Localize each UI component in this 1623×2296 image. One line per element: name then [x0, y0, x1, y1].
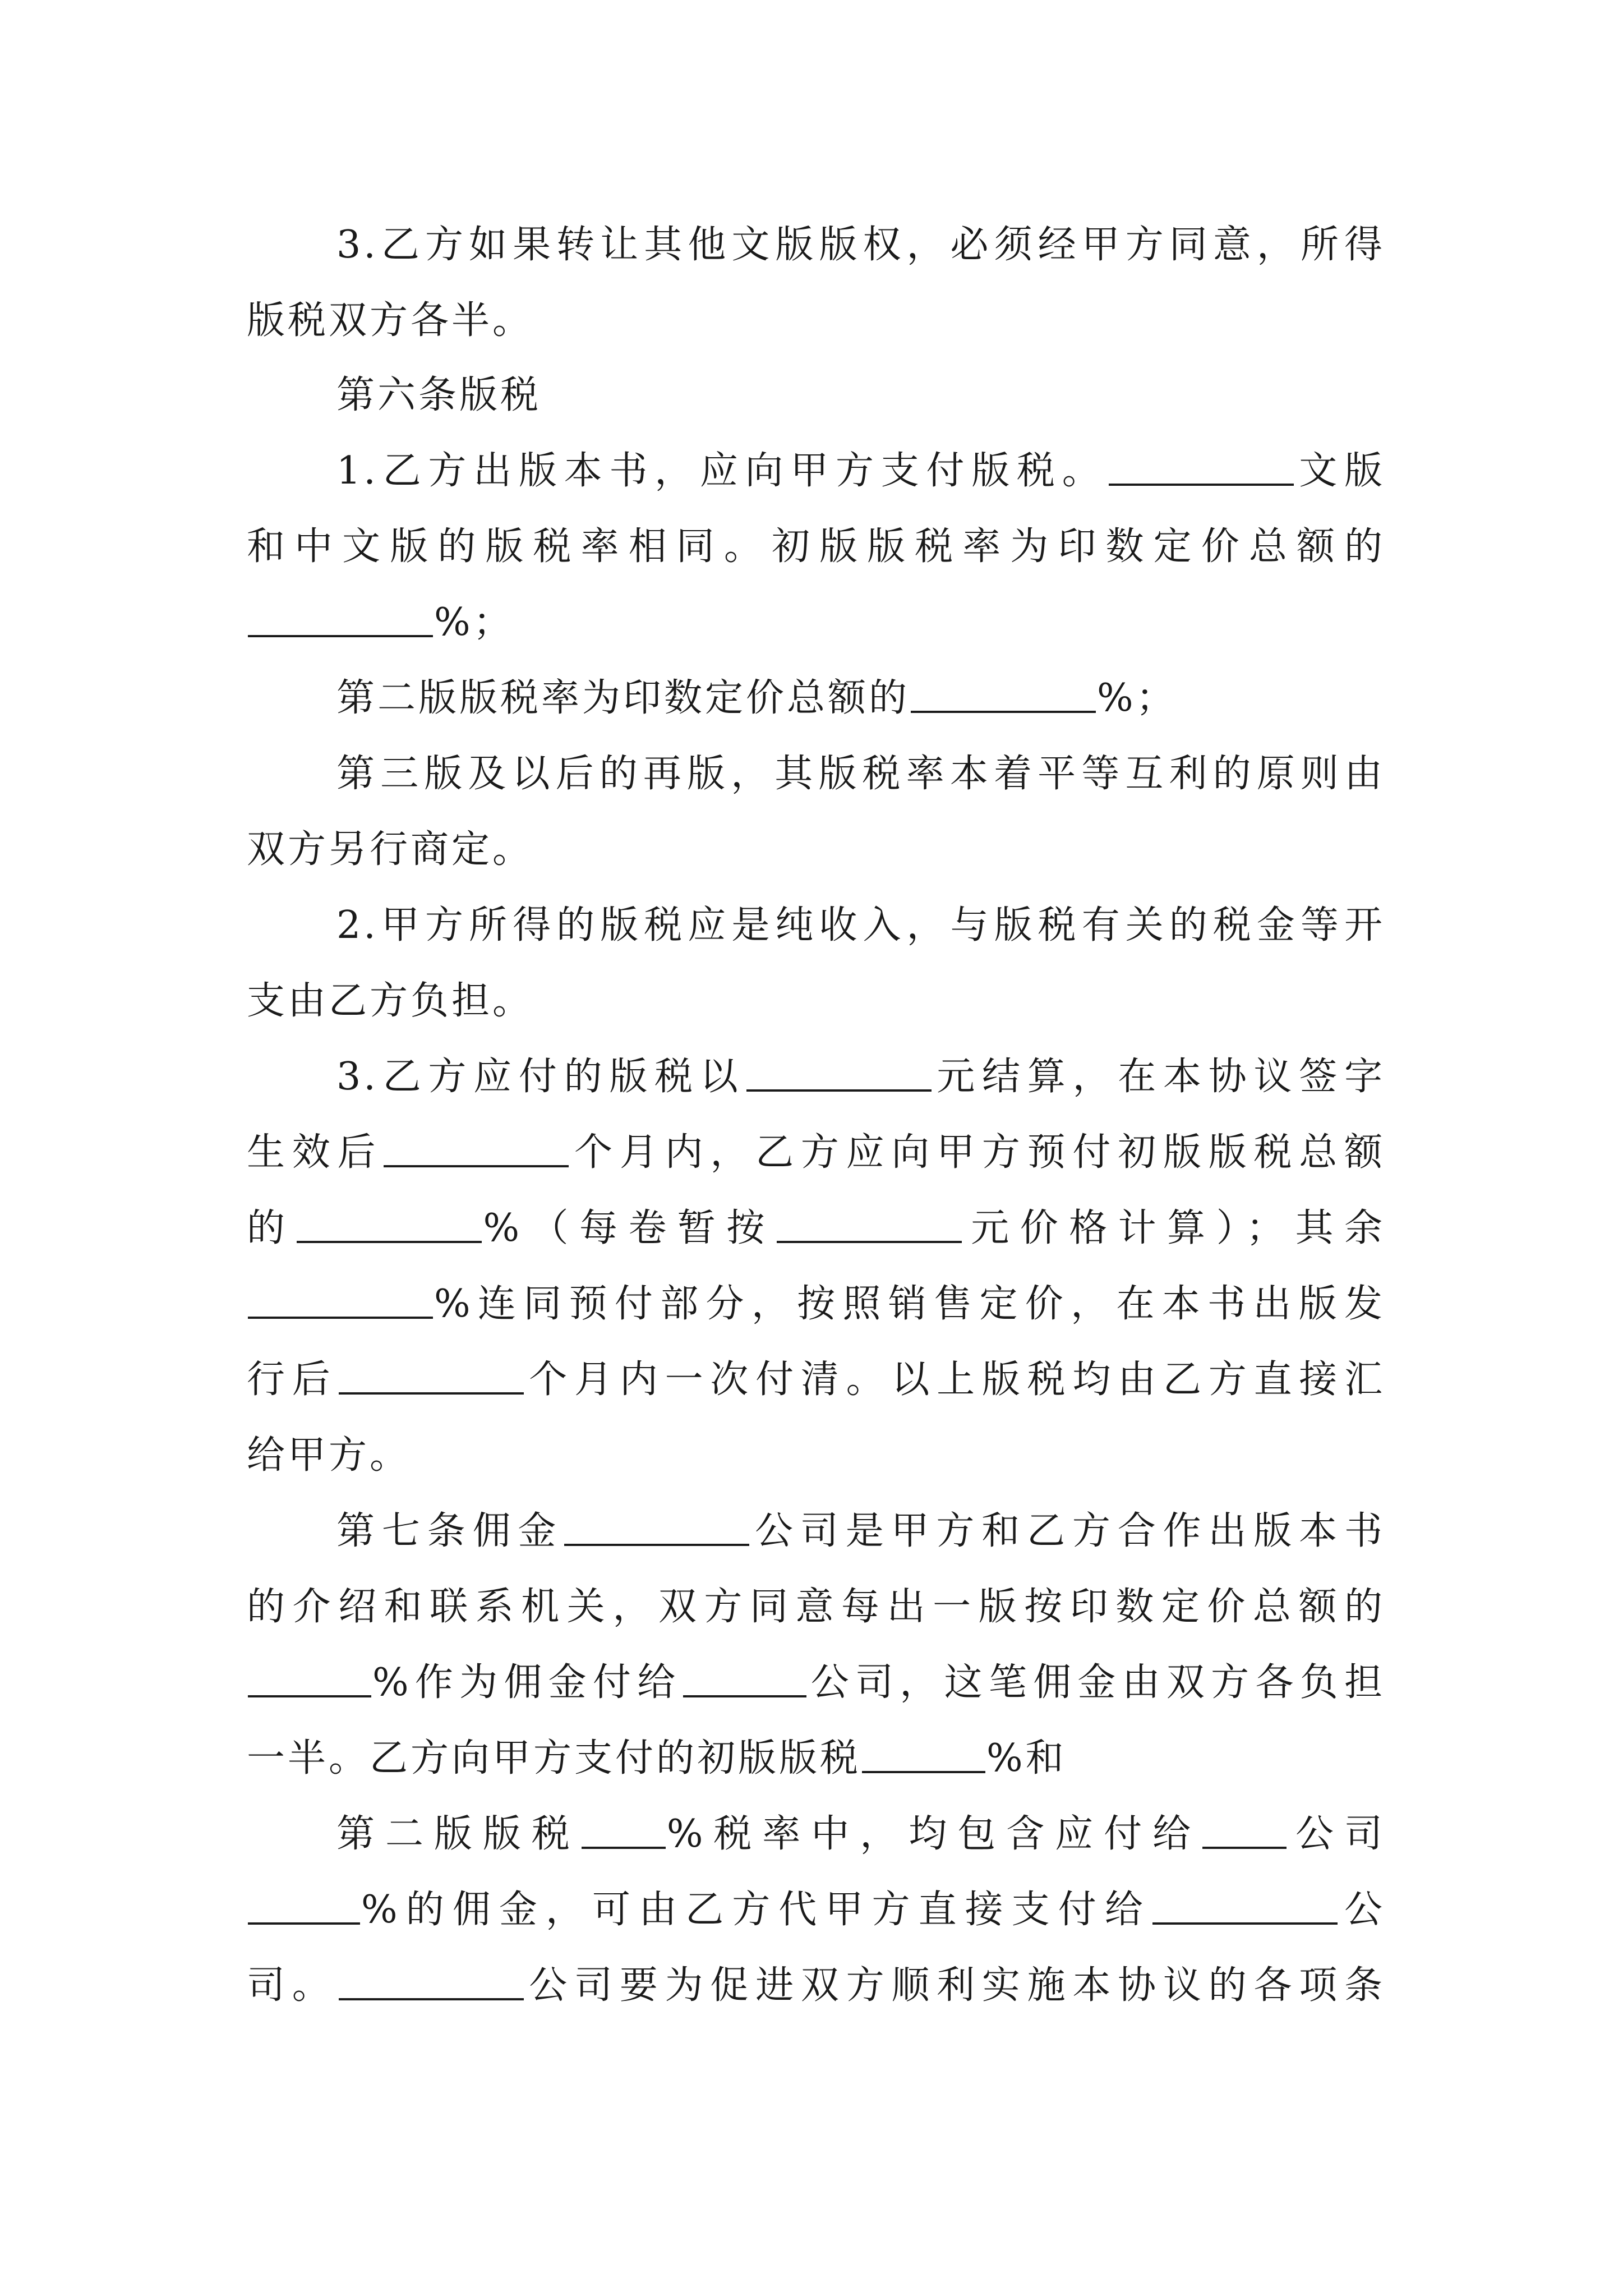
paragraph-line: [336, 900, 1385, 951]
paragraph-line: [247, 597, 1385, 648]
paragraph-line: [336, 1052, 1385, 1102]
fill-blank[interactable]: [911, 677, 1096, 713]
text: 公司要为促进双方顺利实施本协议的各项条: [524, 1963, 1385, 2008]
fill-blank[interactable]: [248, 1662, 371, 1697]
paragraph-line: [247, 1203, 1385, 1254]
text: %和: [986, 1736, 1067, 1780]
text: 2.甲方所得的版税应是纯收入，与版税有关的税金等开: [336, 903, 1385, 947]
text: 一半。乙方向甲方支付的初版版税: [247, 1736, 861, 1780]
text: 第二版版税率为印数定价总额的: [336, 676, 910, 720]
paragraph-line: [247, 522, 1385, 572]
paragraph-line: [247, 296, 1385, 346]
text: 个月内一次付清。以上版税均由乙方直接汇: [524, 1358, 1385, 1402]
fill-blank[interactable]: [1202, 1813, 1287, 1849]
text: %连同预付部分，按照销售定价，在本书出版发: [434, 1282, 1385, 1326]
text: %税率中，均包含应付给: [666, 1812, 1202, 1856]
text: %；: [1097, 676, 1177, 720]
fill-blank[interactable]: [248, 601, 433, 637]
text: 公司: [1288, 1812, 1385, 1856]
paragraph-line: [247, 1961, 1385, 2011]
section-heading: [336, 370, 1385, 421]
text: 司。: [247, 1963, 338, 2008]
text: %（每卷暂按: [483, 1206, 776, 1250]
text: 元结算，在本协议签字: [932, 1055, 1385, 1099]
text: 的: [247, 1206, 296, 1250]
text: 1.乙方出版本书，应向甲方支付版税。: [336, 449, 1108, 493]
fill-blank[interactable]: [862, 1737, 985, 1773]
text: 和中文版的版税率相同。初版版税率为印数定价总额的: [247, 524, 1385, 569]
text: %；: [434, 600, 514, 645]
text: 第三版及以后的再版，其版税率本着平等互利的原则由: [336, 752, 1385, 796]
text: 行后: [247, 1358, 338, 1402]
paragraph-line: [247, 1355, 1385, 1405]
text: %的佣金，可由乙方代甲方直接支付给: [361, 1888, 1151, 1932]
paragraph-line: [247, 1885, 1385, 1935]
fill-blank[interactable]: [582, 1813, 666, 1849]
fill-blank[interactable]: [297, 1207, 482, 1243]
paragraph-line: [247, 976, 1385, 1027]
text: 公司是甲方和乙方合作出版本书: [750, 1509, 1385, 1553]
text: 个月内，乙方应向甲方预付初版版税总额: [570, 1130, 1385, 1175]
fill-blank[interactable]: [384, 1131, 569, 1167]
paragraph-line: [336, 673, 1385, 724]
paragraph-line: [336, 1809, 1385, 1860]
paragraph-line: [336, 220, 1385, 270]
text: 给甲方。: [247, 1433, 411, 1478]
fill-blank[interactable]: [1152, 1889, 1338, 1925]
text: 第二版版税: [336, 1812, 580, 1856]
fill-blank[interactable]: [339, 1964, 524, 2000]
paragraph-line: [247, 1128, 1385, 1178]
text: 生效后: [247, 1130, 383, 1175]
paragraph-line: [247, 1279, 1385, 1329]
paragraph-line: [247, 825, 1385, 875]
text: %作为佣金付给: [372, 1660, 682, 1705]
fill-blank[interactable]: [683, 1662, 806, 1697]
fill-blank[interactable]: [564, 1510, 749, 1546]
text: 第六条版税: [336, 373, 542, 417]
paragraph-line: [247, 1658, 1385, 1708]
fill-blank[interactable]: [248, 1889, 360, 1925]
fill-blank[interactable]: [1109, 450, 1294, 486]
text: 第七条佣金: [336, 1509, 564, 1553]
fill-blank[interactable]: [746, 1056, 932, 1092]
text: 双方另行商定。: [247, 827, 534, 872]
text: 元价格计算）；其余: [962, 1206, 1385, 1250]
paragraph-line: [247, 1733, 1385, 1784]
paragraph-line: [336, 749, 1385, 799]
fill-blank[interactable]: [777, 1207, 962, 1243]
text: 3.乙方如果转让其他文版版权，必须经甲方同意，所得: [336, 223, 1385, 267]
paragraph-line: [336, 1506, 1385, 1557]
paragraph-line: [336, 446, 1385, 496]
paragraph-line: [247, 1430, 1385, 1481]
fill-blank[interactable]: [248, 1283, 433, 1319]
fill-blank[interactable]: [339, 1359, 524, 1395]
text: 文版: [1294, 449, 1385, 493]
text: 3.乙方应付的版税以: [336, 1055, 745, 1099]
text: 公司，这笔佣金由双方各负担: [807, 1660, 1385, 1705]
text: 公: [1338, 1888, 1385, 1932]
text: 的介绍和联系机关，双方同意每出一版按印数定价总额的: [247, 1585, 1385, 1629]
paragraph-line: [247, 1582, 1385, 1632]
text: 支由乙方负担。: [247, 979, 534, 1023]
text: 版税双方各半。: [247, 298, 534, 343]
